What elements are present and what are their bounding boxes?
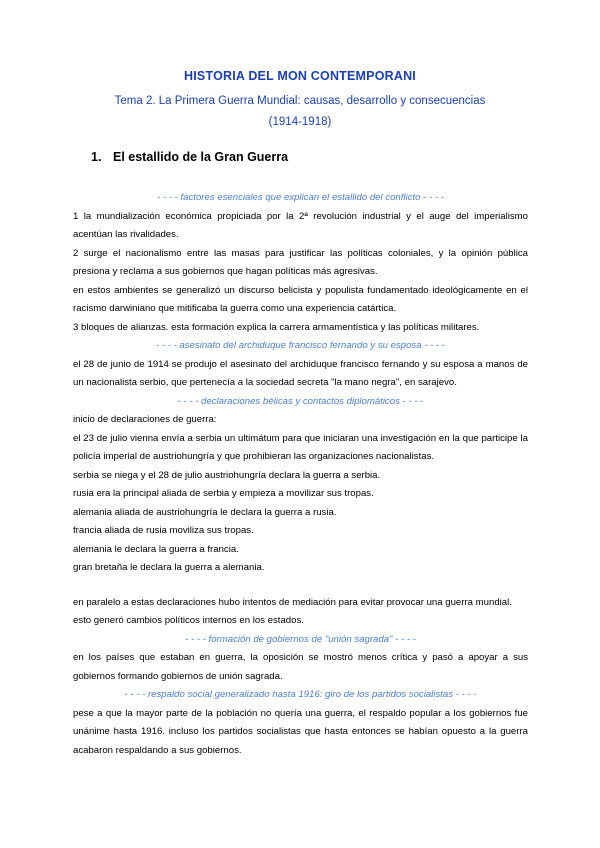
body-paragraph: gran bretaña le declara la guerra a alemania. [73,562,265,573]
body-paragraph: 3 bloques de alianzas. esta formación explica la carrera armamentística y las políticas militares. [73,321,480,333]
document-title: HISTORIA DEL MON CONTEMPORANI [184,69,416,83]
body-paragraph: el 23 de julio vienna envía a serbia un ultimátum para que iniciaran una investigación en la que participe la policía imperial de austriohungría y que prohibieran las organizaciones nacionalistas. [73,432,528,462]
body-paragraph: en paralelo a estas declaraciones hubo intentos de mediación para evitar provocar una guerra mundial. [73,596,512,608]
body-paragraph: alemania aliada de austriohungría le declara la guerra a rusia. [73,506,337,518]
section-heading [91,150,288,164]
body-paragraph: serbia se niega y el 28 de julio austriohungría declara la guerra a serbia. [73,469,381,481]
body-paragraph: esto generó cambios políticos internos en los estados. [73,615,304,626]
body-paragraph: el 28 de junio de 1914 se produjo el asesinato del archiduque francisco fernando y su esposa a manos de un nacionalista serbio, que pertenecía a la sociedad secreta "la mano negra", en sarajevo. [73,358,528,388]
topic-heading: - - - - asesinato del archiduque francisco fernando y su esposa - - - - [155,340,445,351]
topic-heading: - - - - declaraciones bélicas y contactos diplomáticos - - - - [177,395,424,407]
document-body [73,189,528,760]
body-paragraph: rusia era la principal aliada de serbia y empieza a movilizar sus tropas. [73,488,374,499]
body-paragraph: en los países que estaban en guerra, la oposición se mostró menos crítica y pasó a apoyar a sus gobiernos formando gobiernos de unión sagrada. [73,652,528,682]
section-number: 1. [91,150,102,164]
topic-heading: - - - - factores esenciales que explican el estallido del conflicto - - - - [157,192,444,203]
body-paragraph: pese a que la mayor parte de la población no quería una guerra, el respaldo popular a los gobiernos fue unánime hasta 1916. incluso los partidos socialistas que hasta entonces se habían opuesto a la guerra acabaron respaldando a sus gobiernos. [73,707,528,756]
paragraph-spacer [73,578,528,594]
body-paragraph: alemania le declara la guerra a francia. [73,543,239,555]
body-paragraph: 2 surge el nacionalismo entre las masas para justificar las políticas coloniales, y la opinión pública presiona y reclama a sus gobiernos que hagan políticas más agresivas. [73,247,528,277]
body-paragraph: 1 la mundialización económica propiciada por la 2ª revolución industrial y el auge del imperialismo acentúan las rivalidades. [73,210,528,240]
document-subtitle: Tema 2. La Primera Guerra Mundial: causas, desarrollo y consecuencias [114,95,486,107]
topic-heading: - - - - formación de gobiernos de "unión sagrada" - - - - [185,633,416,645]
section-title: El estallido de la Gran Guerra [113,150,289,164]
body-paragraph: en estos ambientes se generalizó un discurso belicista y populista fundamentado ideológicamente en el racismo darwiniano que mitificaba la guerra como una experiencia catártica. [73,284,528,314]
document-subtitle-dates: (1914-1918) [268,116,332,128]
body-paragraph: francia aliada de rusia moviliza sus tropas. [73,525,254,536]
body-paragraph: inicio de declaraciones de guerra: [73,414,217,425]
topic-heading: - - - - respaldo social generalizado hasta 1916: giro de los partidos socialistas - - - - [124,689,477,700]
